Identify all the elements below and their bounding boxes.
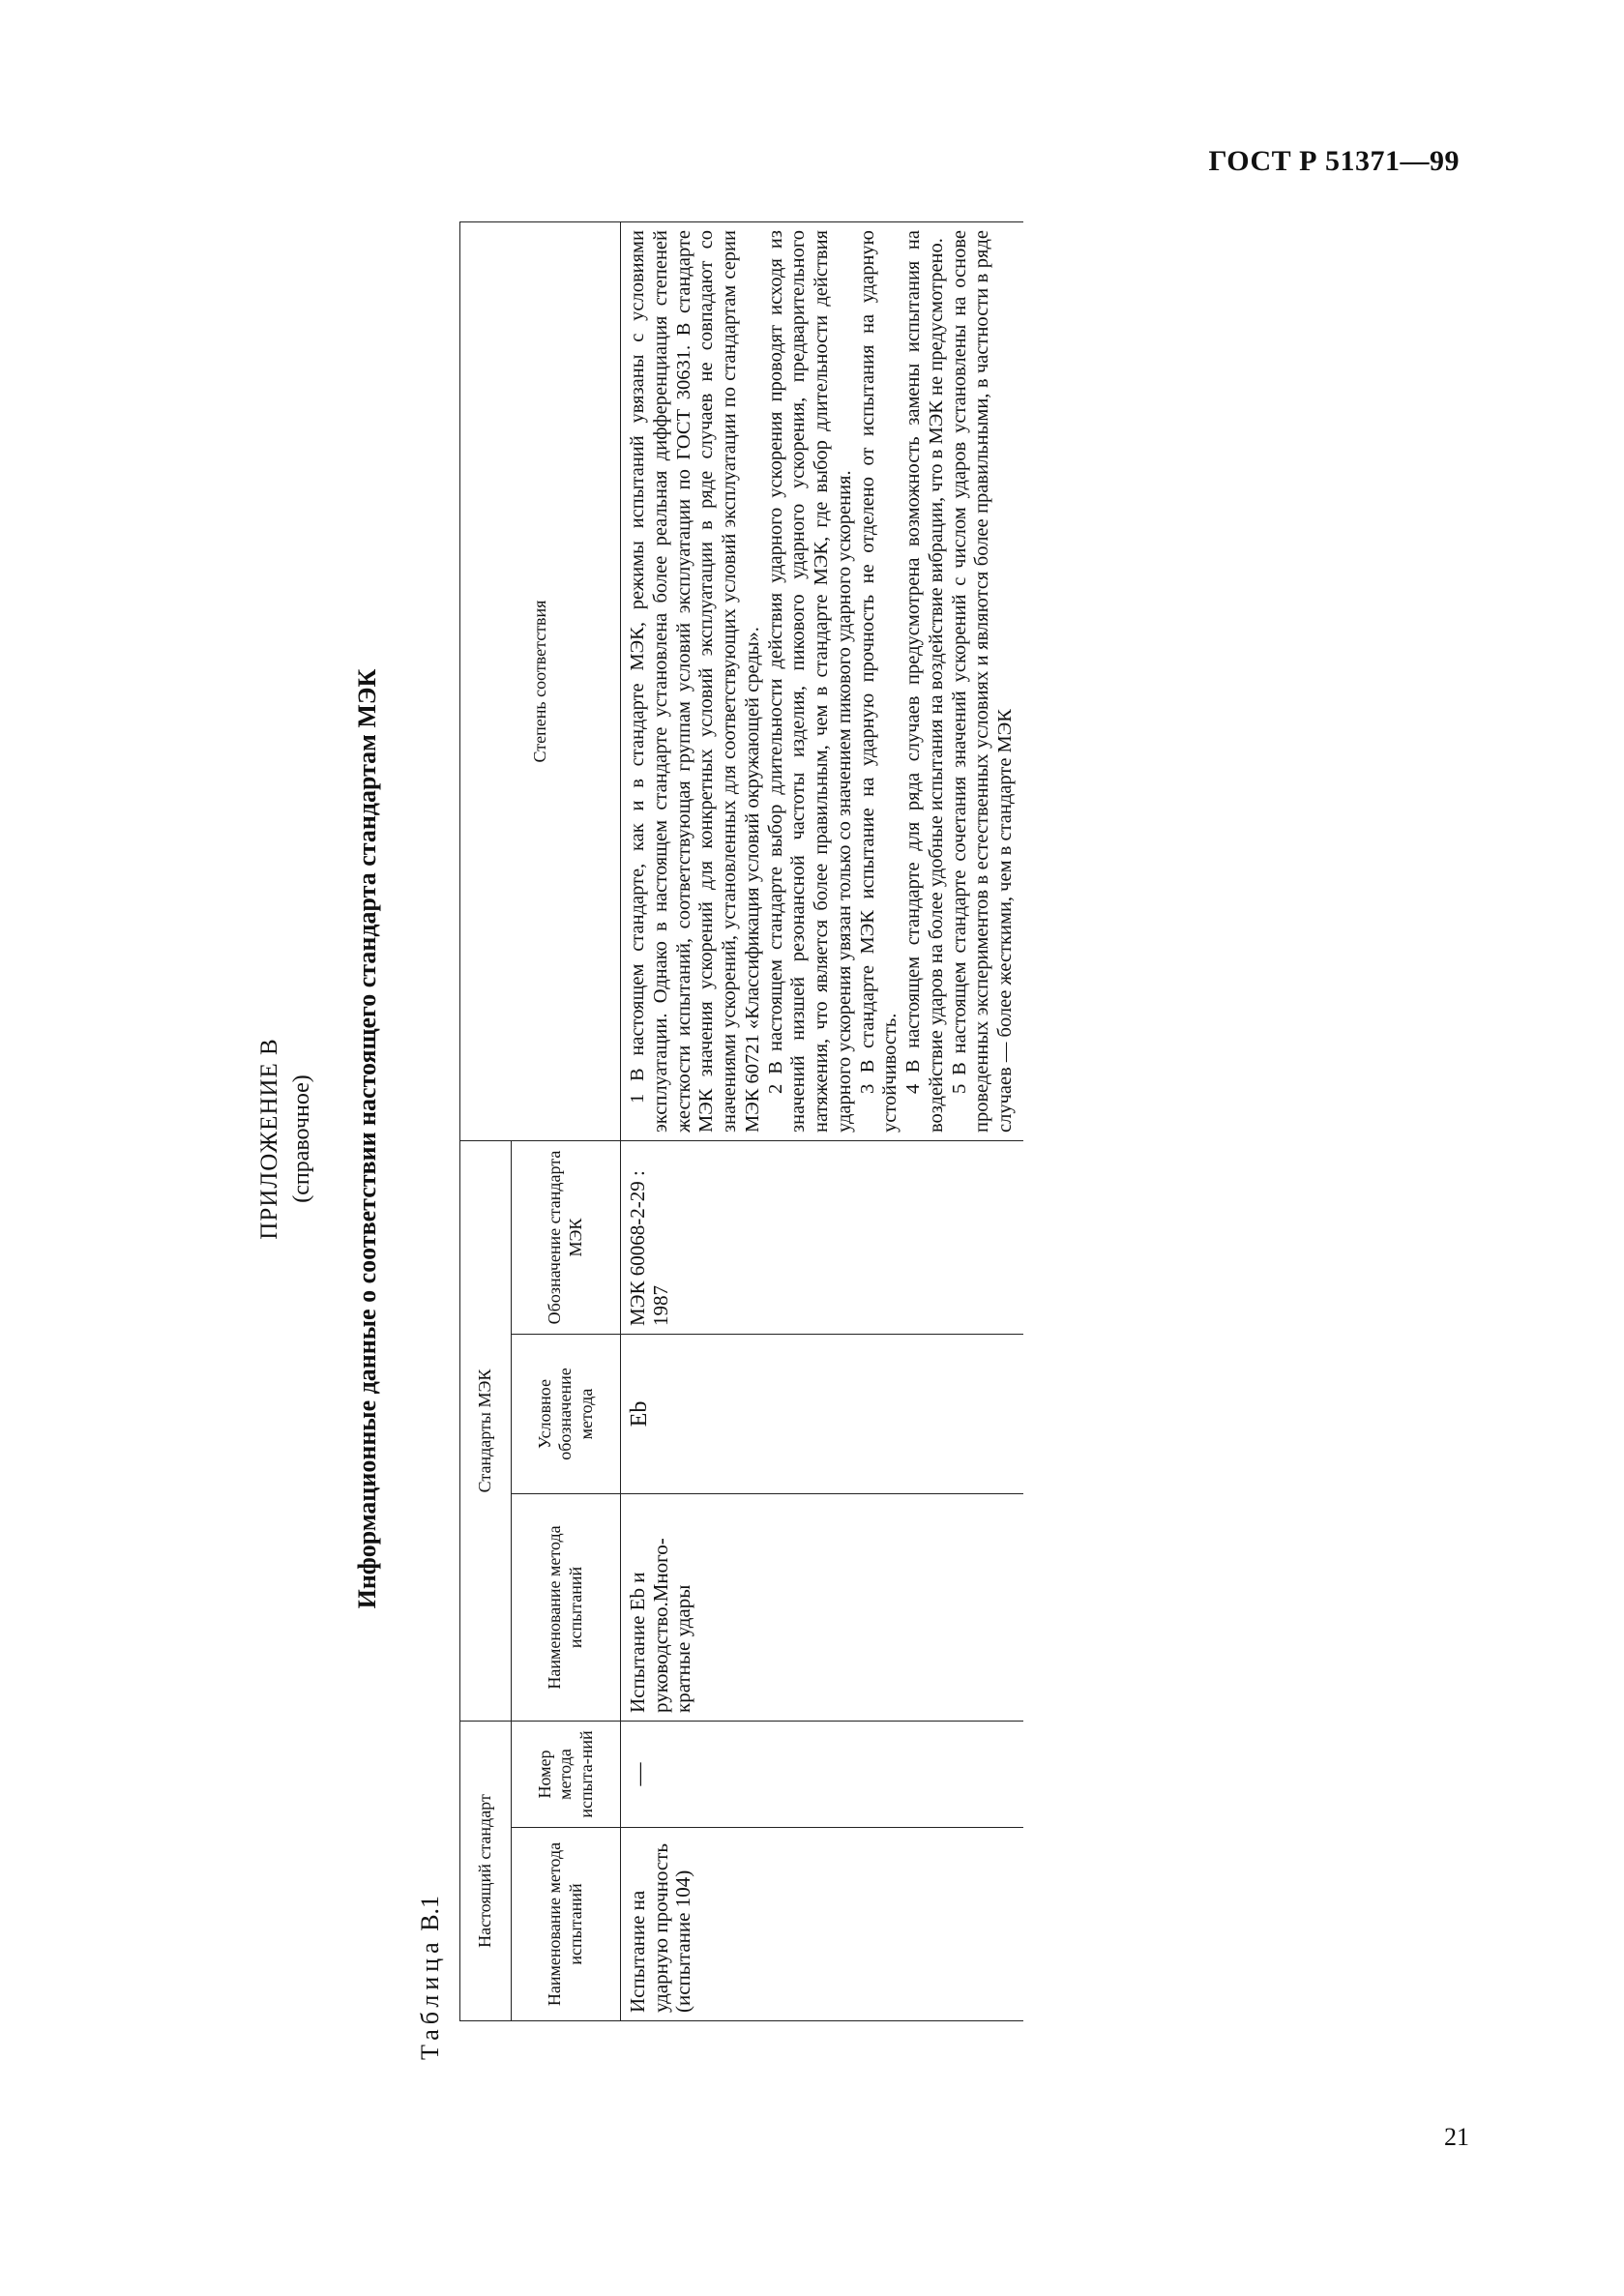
header-method-name: Наименование метода испытаний: [512, 1828, 621, 2021]
group-header-current-standard: Настоящий стандарт: [460, 1722, 512, 2021]
cell-iec-method-name: Испытание Eb и руководство.Много-кратные удары: [621, 1494, 1024, 1722]
appendix-subtitle: (справочное): [289, 1074, 314, 1203]
rotated-page-content: [256, 218, 1465, 2060]
page-number: 21: [1444, 2123, 1469, 2151]
compliance-table: [459, 221, 1023, 2021]
group-header-iec-standards: Стандарты МЭК: [460, 1141, 512, 1722]
header-designation: Условное обозначение метода: [512, 1335, 621, 1494]
compliance-note-2: 2 В настоящем стандарте выбор длительности действия ударного ускорения проводят исходя из значений низшей резонансной частоты изделия, пикового ударного ускорения, предварительного натяжения, что является более правильным, чем в стандарте МЭК, где выбор длительности действия ударного ускорения увязан только со значением пикового ударного ускорения.: [764, 230, 855, 1133]
document-code: ГОСТ Р 51371—99: [1208, 145, 1460, 177]
cell-method-number: —: [621, 1722, 1024, 1828]
cell-designation: Eb: [621, 1335, 1024, 1494]
header-iec-method-name: Наименование метода испытаний: [512, 1494, 621, 1722]
table-label: [416, 1896, 445, 2060]
header-iec-designation: Обозначение стандарта МЭК: [512, 1141, 621, 1335]
table-row: [621, 222, 1024, 2021]
table-label-word: Таблица: [416, 1937, 444, 2060]
appendix-title: ПРИЛОЖЕНИЕ В: [256, 1038, 282, 1240]
compliance-note-5: 5 В настоящем стандарте сочетания значений ускорений с числом ударов установлены на основе проведенных экспериментов в естественных условиях и являются более правильными, в частности в ряде случаев — более жесткими, чем в стандарте МЭК: [948, 230, 1017, 1133]
header-method-number: Номер метода испыта-ний: [512, 1722, 621, 1828]
cell-iec-designation: МЭК 60068-2-29 : 1987: [621, 1141, 1024, 1335]
compliance-note-3: 3 В стандарте МЭК испытание на ударную прочность не отделено от испытания на ударную устойчивость.: [856, 230, 901, 1133]
cell-method-name: Испытание на ударную прочность (испытание 104): [621, 1828, 1024, 2021]
compliance-note-1: 1 В настоящем стандарте, как и в стандарте МЭК, режимы испытаний увязаны с условиями эксплуатации. Однако в настоящем стандарте установлена более реальная дифференциация степеней жесткости испытаний, соответствующая группам условий эксплуатации по ГОСТ 30631. В стандарте МЭК значения ускорений для конкретных условий эксплуатации в ряде случаев не совпадают со значениями ускорений, установленных для соответствующих условий эксплуатации по стандартам серии МЭК 60721 «Классификация условий окружающей среды».: [627, 230, 763, 1133]
compliance-note-4: 4 В настоящем стандарте для ряда случаев предусмотрена возможность замены испытания на воздействие ударов на более удобные испытания на воздействие вибрации, что в МЭК не предусмотрено.: [902, 230, 947, 1133]
table-heading: Информационные данные о соответствии настоящего стандарта стандартам МЭК: [353, 668, 381, 1609]
table-label-number: В.1: [416, 1895, 444, 1938]
header-degree-of-compliance: Степень соответствия: [460, 222, 621, 1141]
cell-degree-of-compliance: [621, 222, 1024, 1141]
